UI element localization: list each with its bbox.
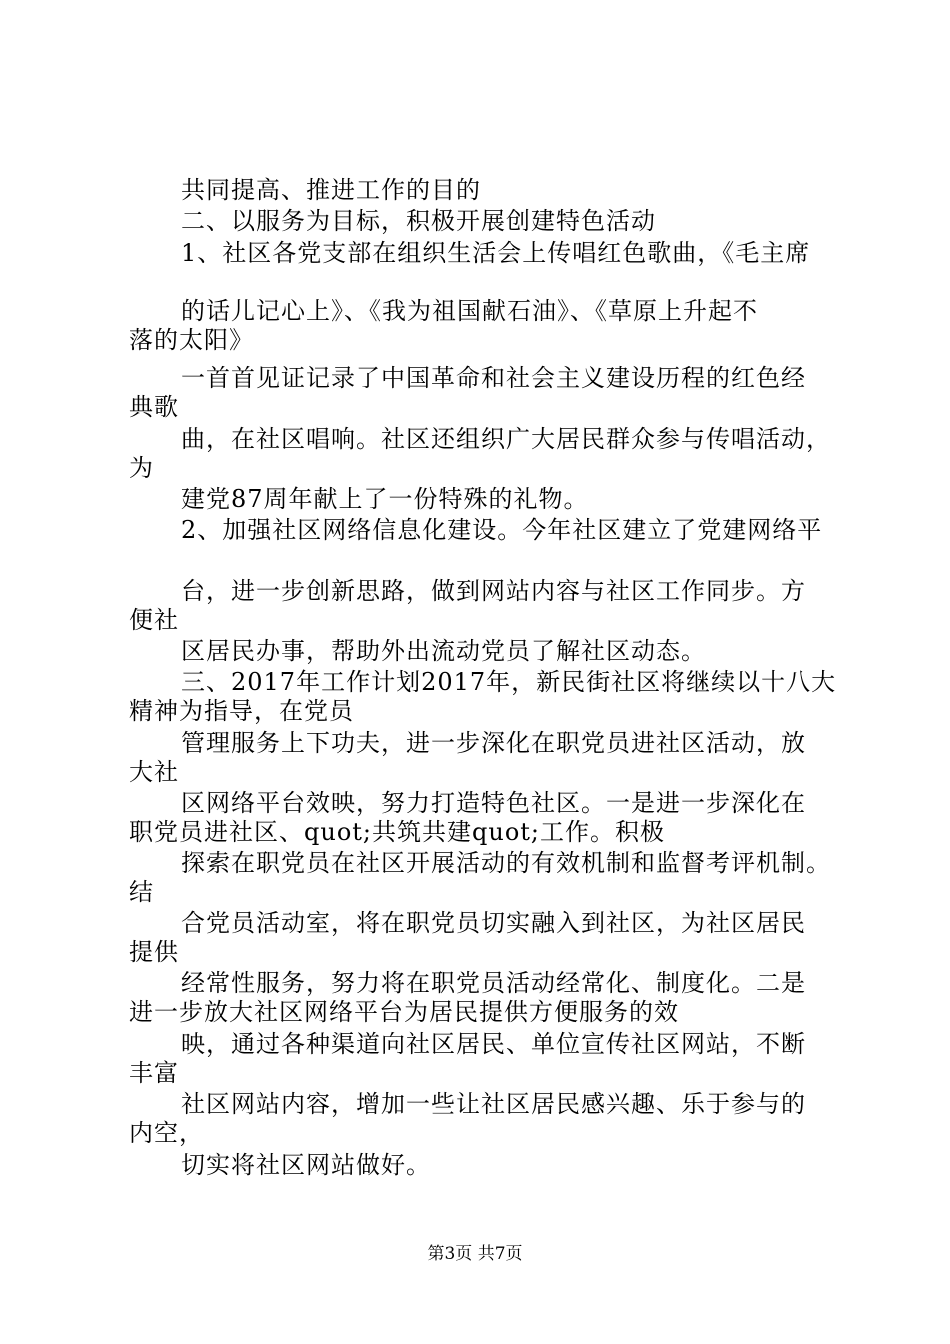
text-line: 合党员活动室，将在职党员切实融入到社区，为社区居民 — [181, 909, 806, 937]
text-line: 三、2017年工作计划2017年，新民街社区将继续以十八大 — [181, 668, 837, 696]
text-line: 提供 — [129, 938, 179, 966]
text-line: 区居民办事，帮助外出流动党员了解社区动态。 — [181, 637, 706, 665]
text-line: 映，通过各种渠道向社区居民、单位宣传社区网站，不断 — [181, 1030, 806, 1058]
text-line: 共同提高、推进工作的目的 — [181, 176, 481, 204]
text-line: 一首首见证记录了中国革命和社会主义建设历程的红色经 — [181, 364, 806, 392]
text-line: 切实将社区网站做好。 — [181, 1151, 431, 1179]
text-line: 精神为指导，在党员 — [129, 697, 354, 725]
text-line: 结 — [129, 878, 154, 906]
text-line: 探索在职党员在社区开展活动的有效机制和监督考评机制。 — [181, 849, 831, 877]
text-line: 丰富 — [129, 1059, 179, 1087]
text-line: 二、以服务为目标，积极开展创建特色活动 — [181, 207, 656, 235]
text-line: 为 — [129, 454, 154, 482]
text-line: 便社 — [129, 606, 179, 634]
text-line: 社区网站内容，增加一些让社区居民感兴趣、乐于参与的 — [181, 1090, 806, 1118]
text-line: 管理服务上下功夫，进一步深化在职党员进社区活动，放 — [181, 729, 806, 757]
text-line: 典歌 — [129, 393, 179, 421]
text-line: 职党员进社区、quot;共筑共建quot;工作。积极 — [129, 818, 665, 846]
text-line: 台，进一步创新思路，做到网站内容与社区工作同步。方 — [181, 577, 806, 605]
text-line: 大社 — [129, 758, 179, 786]
text-line: 2、加强社区网络信息化建设。今年社区建立了党建网络平 — [181, 516, 823, 544]
text-line: 建党87周年献上了一份特殊的礼物。 — [181, 485, 589, 513]
text-line: 的话儿记心上》、《我为祖国献石油》、《草原上升起不 — [181, 297, 758, 325]
text-line: 曲，在社区唱响。社区还组织广大居民群众参与传唱活动， — [181, 425, 831, 453]
text-line: 内空， — [129, 1119, 204, 1147]
text-line: 落的太阳》 — [129, 326, 254, 354]
text-line: 1、社区各党支部在组织生活会上传唱红色歌曲，《毛主席 — [181, 239, 811, 267]
text-line: 经常性服务，努力将在职党员活动经常化、制度化。二是 — [181, 969, 806, 997]
page-number-footer: 第3页 共7页 — [427, 1244, 523, 1264]
text-line: 区网络平台效映，努力打造特色社区。一是进一步深化在 — [181, 789, 806, 817]
text-line: 进一步放大社区网络平台为居民提供方便服务的效 — [129, 998, 679, 1026]
